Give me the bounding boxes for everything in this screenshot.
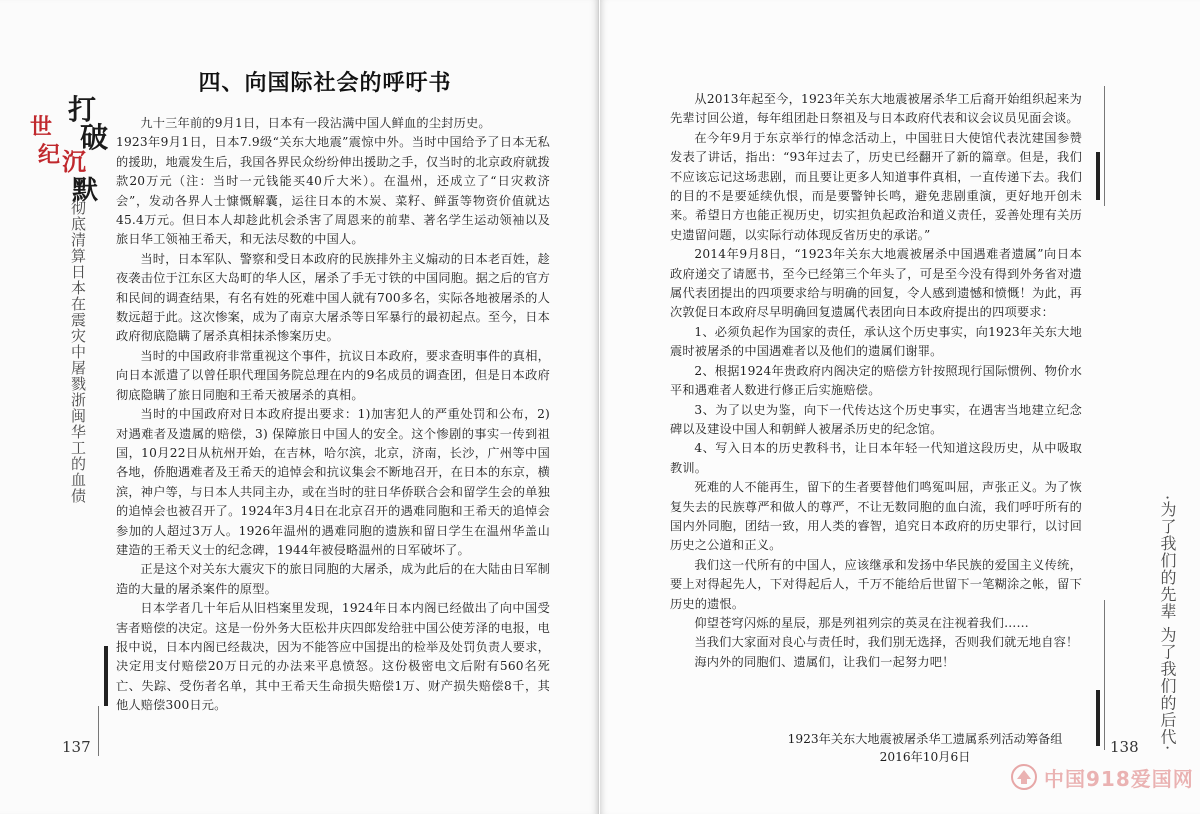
- signature-block: [760, 730, 1090, 766]
- brand-char-4: 纪: [38, 142, 61, 168]
- right-paragraph: 仰望苍穹闪烁的星辰，那是列祖列宗的英灵在注视着我们……: [694, 615, 1029, 630]
- right-margin-rule-bottom: [1104, 600, 1105, 750]
- left-paragraph: 当时，日本军队、警察和受日本政府的民族排外主义煽动的日本老百姓，趁夜袭击位于江东区大岛町的华人区，屠杀了手无寸铁的中国同胞。据之后的官方和民间的调查结果，有名有姓的死难中国人就有700多名，实际各地被屠杀的人数远超于此。这次惨案，成为了南京大屠杀等日军暴行的最初起点。至今，日本政府彻底隐瞒了屠杀真相抹杀惨案历史。: [116, 251, 550, 344]
- left-paragraph: 当时的中国政府对日本政府提出要求：1)加害犯人的严重处罚和公布，2)对遇难者及遗属的赔偿，3) 保障旅日中国人的安全。这个惨剧的事实一传到祖国，10月22日从杭州开始，在吉林，哈尔滨，北京，济南，长沙，广州等中国各地，侨胞遇难者及王希天的追悼会和抗议集会不断地召开，在日本的东京，横滨，神户等，与日本人共同主办，或在当时的驻日华侨联合会和留学生会的单独的追悼会也被召开了。1924年3月4日在北京召开的遇难同胞和王希天的追悼会参加的人超过3万人。1926年温州的遇难同胞的遗族和留日学生在温州华盖山建造的王希天义士的纪念碑，1944年被侵略温州的日军破坏了。: [116, 407, 550, 557]
- chapter-title: 四、向国际社会的呼吁书: [198, 70, 452, 96]
- watermark: [1010, 762, 1194, 792]
- left-body-text: [116, 114, 550, 716]
- right-margin-rule-top: [1104, 86, 1105, 206]
- left-page: [0, 0, 599, 814]
- left-paragraph: 九十三年前的9月1日，日本有一段沾满中国人鲜血的尘封历史。: [140, 116, 491, 130]
- right-margin-bar-top: [1096, 152, 1100, 200]
- right-paragraph: 3、为了以史为鉴，向下一代传达这个历史事实，在遇害当地建立纪念碑以及建设中国人和朝鲜人被屠杀历史的纪念馆。: [670, 402, 1082, 436]
- watermark-emblem-icon: [1010, 763, 1038, 791]
- right-paragraph: 当我们大家面对良心与责任时，我们别无选择，否则我们就无地自容！: [694, 635, 1079, 650]
- right-paragraph: 死难的人不能再生，留下的生者要替他们鸣冤叫屈，声张正义。为了恢复失去的民族尊严和做人的尊严，不让无数同胞的血白流，我们呼吁所有的国内外同胞，团结一致，用人类的睿智，追究日本政府的历史罪行，以讨回历史之公道和正义。: [670, 480, 1082, 553]
- left-paragraph: 当时的中国政府非常重视这个事件，抗议日本政府，要求查明事件的真相，向日本派遣了以曾任职代理国务院总理在内的9名成员的调查团，但是日本政府彻底隐瞒了旅日同胞和王希天被屠杀的真相。: [116, 348, 550, 402]
- watermark-text: 中国918爱国网: [1044, 766, 1194, 791]
- right-body-text: [670, 90, 1082, 672]
- left-paragraph: 正是这个对关东大震灾下的旅日同胞的大屠杀，成为此后的在大陆由日军制造的大量的屠杀案件的原型。: [116, 562, 550, 596]
- right-paragraph: 2014年9月8日，“1923年关东大地震被屠杀中国遇难者遗属”向日本政府递交了请愿书，至今已经第三个年头了，可是至今没有得到外务省对遗属代表团提出的四项要求给与明确的回复，令人感到遗憾和愤慨！为此，再次敦促日本政府尽早明确回复遗属代表团向日本政府提出的四项要求：: [670, 247, 1082, 320]
- brand-char-1: 打: [68, 93, 97, 126]
- brand-char-2: 破: [80, 121, 109, 154]
- page-number-right: 138: [1110, 738, 1139, 756]
- right-paragraph: 2、根据1924年贵政府内阁决定的赔偿方针按照现行国际惯例、物价水平和遇难者人数进行修正后实施赔偿。: [670, 363, 1082, 398]
- right-paragraph: 我们这一代所有的中国人，应该继承和发扬中华民族的爱国主义传统，要上对得起先人，下对得起后人，千万不能给后世留下一笔糊涂之帐，留下历史的遗恨。: [670, 557, 1082, 611]
- book-subtitle: 彻底清算日本在震灾中屠戮浙闽华工的血债: [69, 200, 87, 504]
- left-paragraph: 1923年9月1日，日本7.9级“关东大地震”震惊中外。当时中国给予了日本无私的援助，地震发生后，我国各界民众纷纷伸出援助之手，仅当时的北京政府就拨款20万元（注：当时一元钱能买40斤大米）。在温州，还成立了“日灾救济会”，发动各界人士慷慨解囊，运往日本的木炭、菜籽、鲜蛋等物资价值就达45.4万元。但日本人却趁此机会杀害了周恩来的前辈、著名学生运动领袖以及旅日华工领袖王希天，和无法尽数的中国人。: [116, 135, 550, 247]
- brand-logo: [28, 88, 108, 208]
- right-margin-bar-bottom: [1096, 690, 1100, 746]
- left-margin-rule: [98, 706, 99, 756]
- left-paragraph: 日本学者几十年后从旧档案里发现，1924年日本内阁已经做出了向中国受害者赔偿的决定。这是一份外务大臣松井庆四郎发给驻中国公使芳泽的电报，电报中说，日本内阁已经裁决，因为不能答应中国提出的检举及处罚负责人要求，决定用支付赔偿20万日元的办法来平息愤怒。这份极密电文后附有560名死亡、失踪、受伤者名单，其中王希天生命损失赔偿1万、财产损失赔偿8千，其他人赔偿300日元。: [116, 601, 550, 713]
- right-paragraph: 从2013年起至今，1923年关东大地震被屠杀华工后裔开始组织起来为先辈讨回公道，每年组团赴日祭祖及与日本政府代表和议会议员见面会谈。: [670, 92, 1082, 126]
- brand-char-5: 沉: [62, 147, 86, 176]
- right-paragraph: 在今年9月于东京举行的悼念活动上，中国驻日大使馆代表沈建国参赞发表了讲话，指出：“93年过去了，历史已经翻开了新的篇章。但是，我们不应该忘记这场悲剧，而且要让更多人知道事件真相，一直传递下去。我们的目的不是要延续仇恨，而是要警钟长鸣，避免悲剧重演，更好地开创未来。希望日方也能正视历史，切实担负起政治和道义责任，妥善处理有关历史遗留问题，以实际行动体现反省历史的承诺。”: [670, 130, 1082, 242]
- page-number-left: 137: [62, 738, 91, 756]
- right-paragraph: 海内外的同胞们、遗属们，让我们一起努力吧！: [694, 654, 955, 669]
- signature-org: 1923年关东大地震被屠杀华工遗属系列活动筹备组: [787, 732, 1063, 746]
- brand-char-6: 默: [72, 176, 99, 206]
- signature-date: 2016年10月6日: [879, 750, 971, 764]
- right-paragraph: 1、必须负起作为国家的责任，承认这个历史事实，向1923年关东大地震时被屠杀的中国遇难者以及他们的遗属们谢罪。: [670, 324, 1082, 359]
- right-side-slogan: ·为了我们的先辈 为了我们的后代·: [1158, 495, 1177, 752]
- brand-char-3: 世: [30, 114, 53, 140]
- right-paragraph: 4、写入日本的历史教科书，让日本年轻一代知道这段历史，从中吸取教训。: [670, 441, 1082, 475]
- left-margin-bar: [104, 646, 108, 706]
